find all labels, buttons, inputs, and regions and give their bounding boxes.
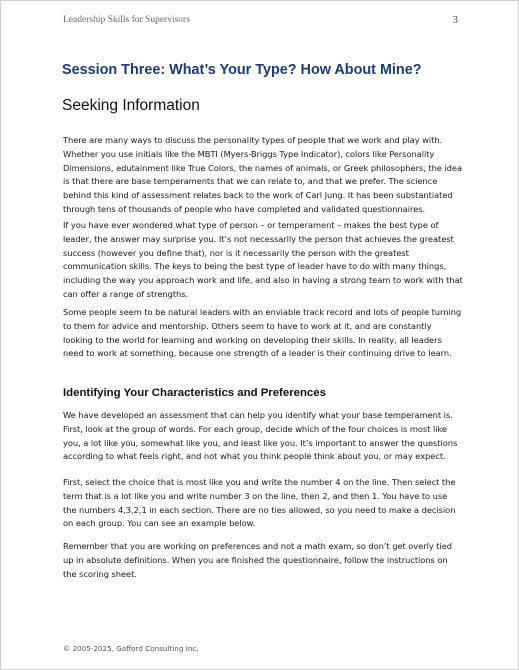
- paragraph-preferences-reminder: Remember that you are working on preferences and not a math exam, so don’t get overly tied up in absolute definitions. When you are finished the questionnaire, follow the instructions on the scoring sheet.: [63, 541, 452, 579]
- paragraph-assessment-intro: We have developed an assessment that can help you identify what your base temperament is. First, look at the group of words. For each group, decide which of the four choices is most like you, a lot like you, somewhat like you, and least like you. It’s important to answer the questions according to what feels right, and not what you think people think about you, or may expect.: [63, 410, 458, 462]
- running-header: Leadership Skills for Supervisors: [63, 15, 190, 25]
- paragraph-personality-types: There are many ways to discuss the personality types of people that we work and play with. Whether you use initials like the MBTI (Myers-Briggs Type Indicator), colors like Personality Dimensions, edutainment like True Colors, the names of animals, or Greek philosophers, the idea is that there are base temperaments that we can relate to, and that we prefer. The science behind this kind of assessment relates back to the work of Carl Jung. It has been substantiated through tens of thousands of people who have completed and validated questionnaires.: [63, 135, 462, 214]
- paragraph-natural-leaders: Some people seem to be natural leaders with an enviable track record and lots of people turning to them for advice and mentorship. Others seem to have to work at it, and are constantly looking to the world for learning and working on developing their skills. In reality, all leaders need to work at something, because one strength of a leader is their continuing drive to learn.: [63, 307, 462, 359]
- paragraph-numbering-instructions: First, select the choice that is most like you and write the number 4 on the line. Then select the term that is a lot like you and write number 3 on the line, then 2, and then 1. You have to use the numbers 4,3,2,1 in each section. There are no ties allowed, so you need to make a decision on each group. You can see an example below.: [63, 477, 456, 529]
- session-title: Session Three: What’s Your Type? How About Mine?: [62, 62, 422, 78]
- paragraph-best-leader-type: If you have ever wondered what type of person – or temperament – makes the best type of leader, the answer may surprise you. It’s not necessarily the person that achieves the greatest success (however you define that), nor is it necessarily the person with the greatest communication skills. The keys to being the best type of leader have to do with many things, including the way you approach work and life, and also in having a strong team to work with that can offer a range of strengths.: [63, 220, 463, 299]
- section-title: Seeking Information: [62, 97, 200, 114]
- page-number: 3: [452, 14, 458, 26]
- copyright-footer: © 2005-2025, Gafford Consulting Inc.: [63, 644, 199, 653]
- subsection-title: Identifying Your Characteristics and Preferences: [63, 387, 326, 399]
